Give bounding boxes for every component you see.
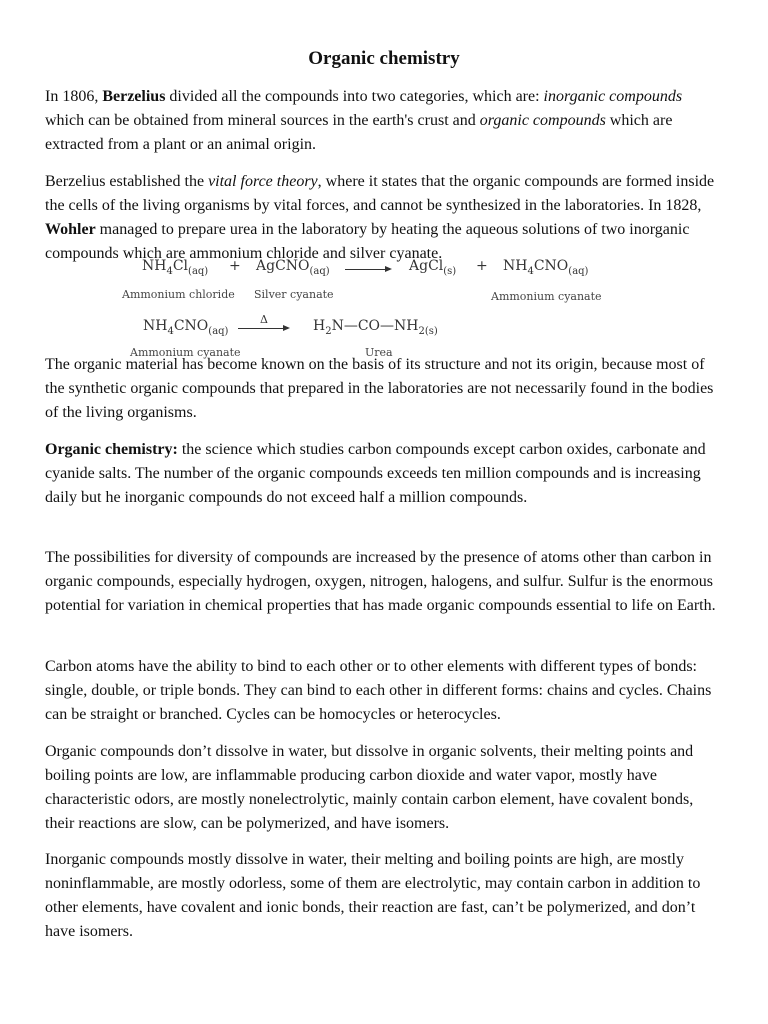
formula-ammonium-chloride: $NH_4Cl_{(aq)}$ [142, 258, 209, 277]
vital-force-italic: vital force theory [208, 173, 318, 190]
caption-urea: Urea [365, 346, 393, 359]
paragraph-definition: Organic chemistry: the science which studies carbon compounds except carbon oxides, carbonate and cyanide salts. The number of the organic compounds exceeds ten million compounds and is increasing daily but he inorganic compounds do not exceed half a million compounds. [45, 441, 706, 506]
paragraph-diversity: The possibilities for diversity of compounds are increased by the presence of atoms other than carbon in organic compounds, especially hydrogen, oxygen, nitrogen, halogens, and sulfur. Sulfur is the enormous potential for variation in chemical properties that has made organic compounds essential to life on Earth. [45, 549, 716, 614]
reaction-arrow-1 [345, 269, 390, 270]
page-title: Organic chemistry [308, 48, 460, 69]
reaction-arrow-2 [238, 328, 288, 329]
formula-ammonium-cyanate: $NH_4CNO_{(aq)}$ [143, 318, 229, 337]
heat-delta-symbol: Δ [260, 313, 268, 326]
plus-sign: + [476, 258, 488, 274]
organic-chemistry-bold: Organic chemistry: [45, 441, 178, 458]
organic-compounds-italic: organic compounds [479, 112, 606, 129]
formula-silver-chloride: AgCl$_{(s)}$ [409, 258, 457, 277]
formula-urea: $H_2N—CO—NH_{2(s)}$ [313, 318, 438, 337]
paragraph-berzelius-categories: In 1806, Berzelius divided all the compounds into two categories, which are: inorganic compounds which can be obtained from mineral sources in the earth's crust and organic compounds which are extracted from a plant or an animal origin. [45, 88, 683, 153]
paragraph-structure-origin: The organic material has become known on the basis of its structure and not its origin, because most of the synthetic organic compounds that prepared in the laboratories are not necessarily found in the bodies of the living organisms. [45, 356, 714, 421]
inorganic-compounds-italic: inorganic compounds [543, 88, 683, 105]
plus-sign: + [229, 258, 241, 274]
berzelius-bold: Berzelius [102, 88, 166, 105]
paragraph-organic-properties: Organic compounds don’t dissolve in water, but dissolve in organic solvents, their melting points and boiling points are low, are inflammable producing carbon dioxide and water vapor, mostly have characteristic odors, are mostly nonelectrolytic, mainly contain carbon element, have covalent bonds, their reactions are slow, can be polymerized, and have isomers. [45, 743, 694, 832]
paragraph-carbon-bonds: Carbon atoms have the ability to bind to each other or to other elements with different types of bonds: single, double, or triple bonds. They can bind to each other in different forms: chains and cycles. Chains can be straight or branched. Cycles can be homocycles or heterocycles. [45, 658, 712, 723]
formula-ammonium-cyanate: $NH_4CNO_{(aq)}$ [503, 258, 589, 277]
caption-ammonium-cyanate: Ammonium cyanate [491, 290, 602, 303]
wohler-bold: Wohler [45, 221, 96, 238]
formula-silver-cyanate: AgCNO$_{(aq)}$ [256, 258, 330, 277]
caption-ammonium-chloride: Ammonium chloride [122, 288, 235, 301]
paragraph-inorganic-properties: Inorganic compounds mostly dissolve in water, their melting and boiling points are high, are mostly noninflammable, are mostly odorless, some of them are electrolytic, may contain carbon in addition to other elements, have covalent and ionic bonds, their reaction are fast, can’t be polymerized, and don’t have isomers. [45, 851, 701, 940]
caption-silver-cyanate: Silver cyanate [254, 288, 334, 301]
paragraph-vital-force: Berzelius established the vital force theory, where it states that the organic compounds are formed inside the cells of the living organisms by vital forces, and cannot be synthesized in the laboratories. In 1828, Wohler managed to prepare urea in the laboratory by heating the aqueous solutions of two inorganic compounds which are ammonium chloride and silver cyanate. [45, 173, 715, 262]
caption-ammonium-cyanate-2: Ammonium cyanate [130, 346, 241, 359]
